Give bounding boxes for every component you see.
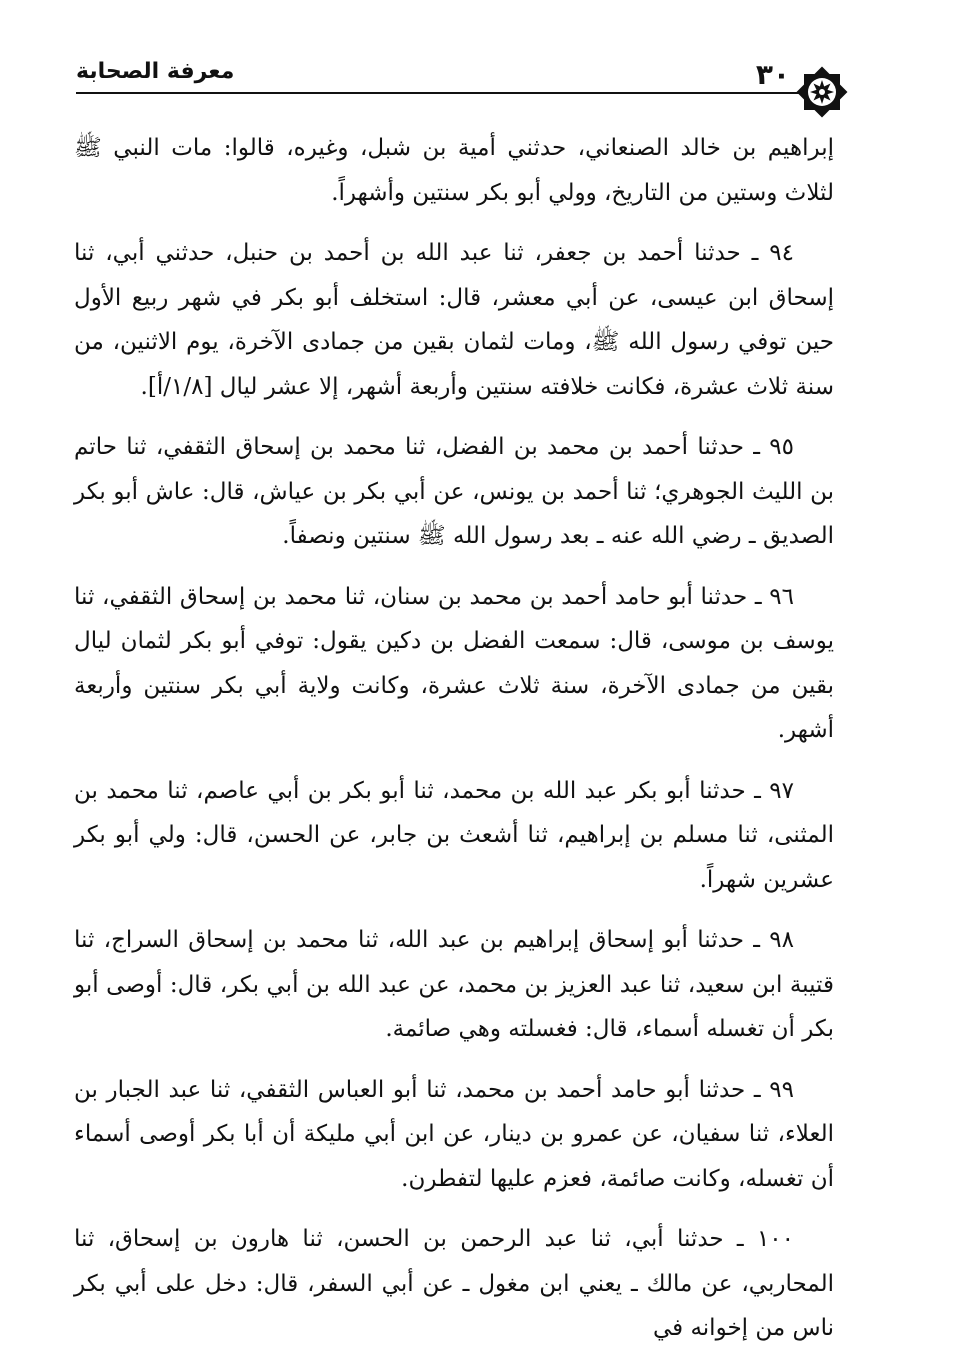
paragraph-96: ٩٦ ـ حدثنا أبو حامد أحمد بن محمد بن سنان، ثنا محمد بن إسحاق الثقفي، ثنا يوسف بن موسى، قال: سمعت الفضل بن دكين يقول: توفي أبو بكر لثمان ليال بقين من جمادى الآخرة، سنة ثلاث عشرة، وكانت ولاية أبي بكر سنتين وأربعة أشهر. bbox=[74, 583, 834, 743]
ornament-icon bbox=[794, 64, 850, 120]
running-title: معرفة الصحابة bbox=[76, 59, 235, 84]
paragraph-95: ٩٥ ـ حدثنا أحمد بن محمد بن الفضل، ثنا محمد بن إسحاق الثقفي، ثنا حاتم بن الليث الجوهري؛ ثنا أحمد بن يونس، عن أبي بكر بن عياش، قال: عاش أبو بكر الصديق ـ رضي الله عنه ـ بعد رسول الله ﷺ سنتين ونصفاً. bbox=[74, 434, 834, 549]
paragraph-98: ٩٨ ـ حدثنا أبو إسحاق إبراهيم بن عبد الله، ثنا محمد بن إسحاق السراج، ثنا قتيبة ابن سعيد، ثنا عبد العزيز بن محمد، عن عبد الله بن أبي بكر، قال: أوصى أبو بكر أن تغسله أسماء، قال: فغسلته وهي صائمة. bbox=[74, 927, 834, 1042]
paragraph-99: ٩٩ ـ حدثنا أبو حامد أحمد بن محمد، ثنا أبو العباس الثقفي، ثنا عبد الجبار بن العلاء، ثنا سفيان، عن عمرو بن دينار، عن ابن أبي مليكة أن أبا بكر أوصى أسماء أن تغسله، وكانت صائمة، فعزم عليها لتفطرن. bbox=[74, 1076, 834, 1192]
page-header bbox=[70, 55, 842, 95]
paragraph-97: ٩٧ ـ حدثنا أبو بكر عبد الله بن محمد، ثنا أبو بكر بن أبي عاصم، ثنا محمد بن المثنى، ثنا مسلم بن إبراهيم، ثنا أشعث بن جابر، عن الحسن، قال: ولي أبو بكر عشرين شهراً. bbox=[74, 777, 834, 893]
paragraph-continuation: إبراهيم بن خالد الصنعاني، حدثني أمية بن شبل، وغيره، قالوا: مات النبي ﷺ لثلاث وستين من التاريخ، وولي أبو بكر سنتين وأشهراً. bbox=[74, 135, 834, 206]
page-number: ٣٠ bbox=[755, 58, 790, 91]
paragraph-100: ١٠٠ ـ حدثنا أبي، ثنا عبد الرحمن بن الحسن، ثنا هارون بن إسحاق، ثنا المحاربي، عن مالك ـ يعني ابن مغول ـ عن أبي السفر، قال: دخل على أبي بكر ناس من إخوانه في bbox=[74, 1226, 834, 1341]
paragraph-94: ٩٤ ـ حدثنا أحمد بن جعفر، ثنا عبد الله بن أحمد بن حنبل، حدثني أبي، ثنا إسحاق ابن عيسى، عن أبي معشر، قال: استخلف أبو بكر في شهر ربيع الأول حين توفي رسول الله ﷺ، ومات لثمان بقين من جمادى الآخرة، يوم الاثنين، من سنة ثلاث عشرة، فكانت خلافته سنتين وأربعة أشهر، إلا عشر ليال [١/٨/أ]. bbox=[74, 240, 834, 400]
body-text bbox=[74, 126, 834, 1367]
